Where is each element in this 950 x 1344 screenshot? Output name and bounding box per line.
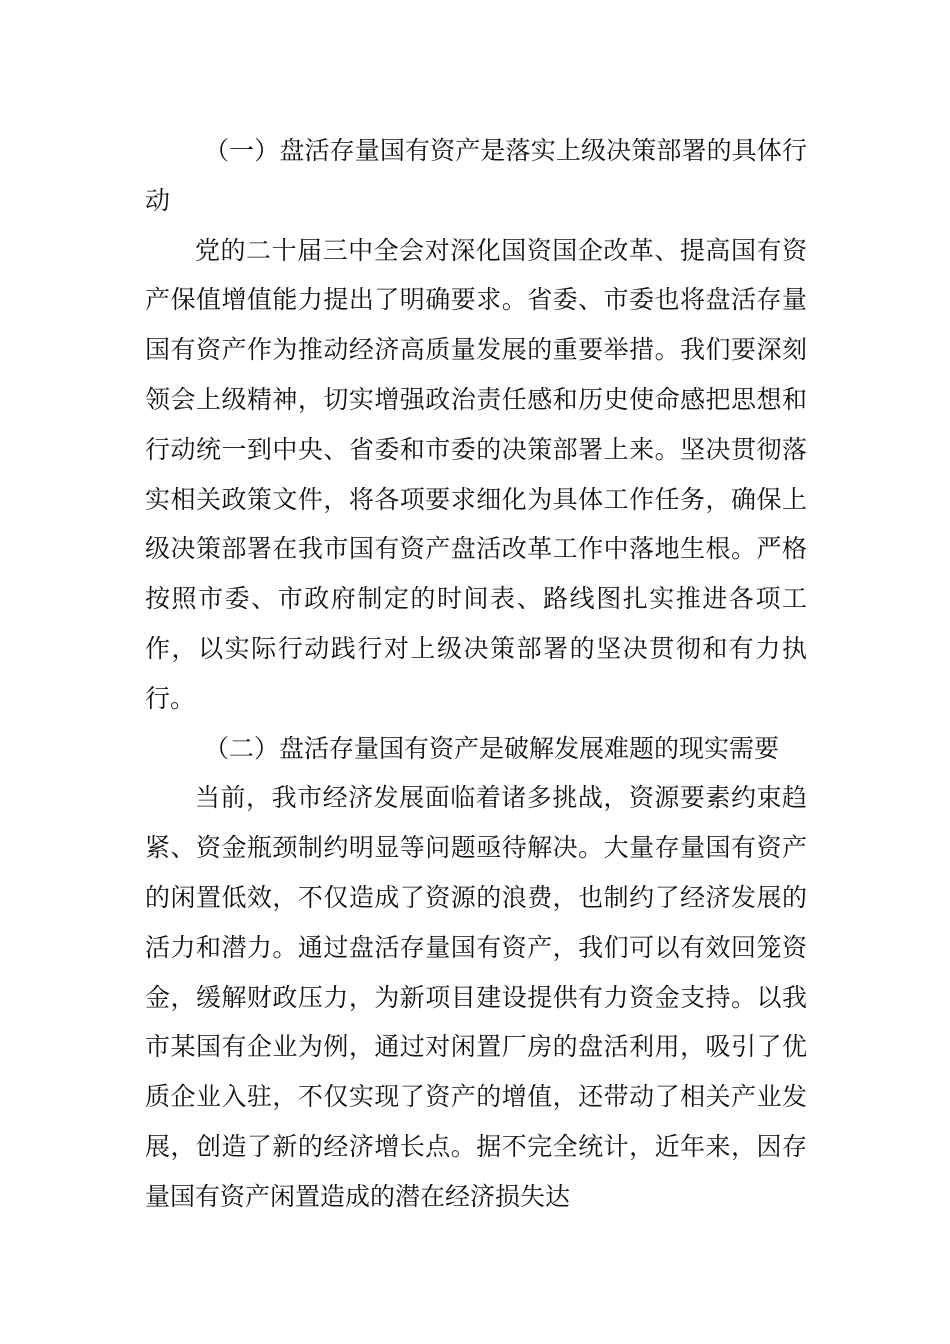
section-2-heading: （二）盘活存量国有资产是破解发展难题的现实需要 (204, 733, 780, 763)
document-body (145, 126, 807, 1222)
section-2-paragraph: 当前，我市经济发展面临着诸多挑战，资源要素约束趋紧、资金瓶颈制约明显等问题亟待解决。大量存量国有资产的闲置低效，不仅造成了资源的浪费，也制约了经济发展的活力和潜力。通过盘活存量国有资产，我们可以有效回笼资金，缓解财政压力，为新项目建设提供有力资金支持。以我市某国有企业为例，通过对闲置厂房的盘活利用，吸引了优质企业入驻，不仅实现了资产的增值，还带动了相关产业发展，创造了新的经济增长点。据不完全统计，近年来，因存量国有资产闲置造成的潜在经济损失达 (145, 783, 807, 1211)
section-1-heading: （一）盘活存量国有资产是落实上级决策部署的具体行动 (145, 136, 807, 215)
section-1-paragraph: 党的二十届三中全会对深化国资国企改革、提高国有资产保值增值能力提出了明确要求。省委、市委也将盘活存量国有资产作为推动经济高质量发展的重要举措。我们要深刻领会上级精神，切实增强政治责任感和历史使命感把思想和行动统一到中央、省委和市委的决策部署上来。坚决贯彻落实相关政策文件，将各项要求细化为具体工作任务，确保上级决策部署在我市国有资产盘活改革工作中落地生根。严格按照市委、市政府制定的时间表、路线图扎实推进各项工作，以实际行动践行对上级决策部署的坚决贯彻和有力执行。 (145, 235, 807, 713)
